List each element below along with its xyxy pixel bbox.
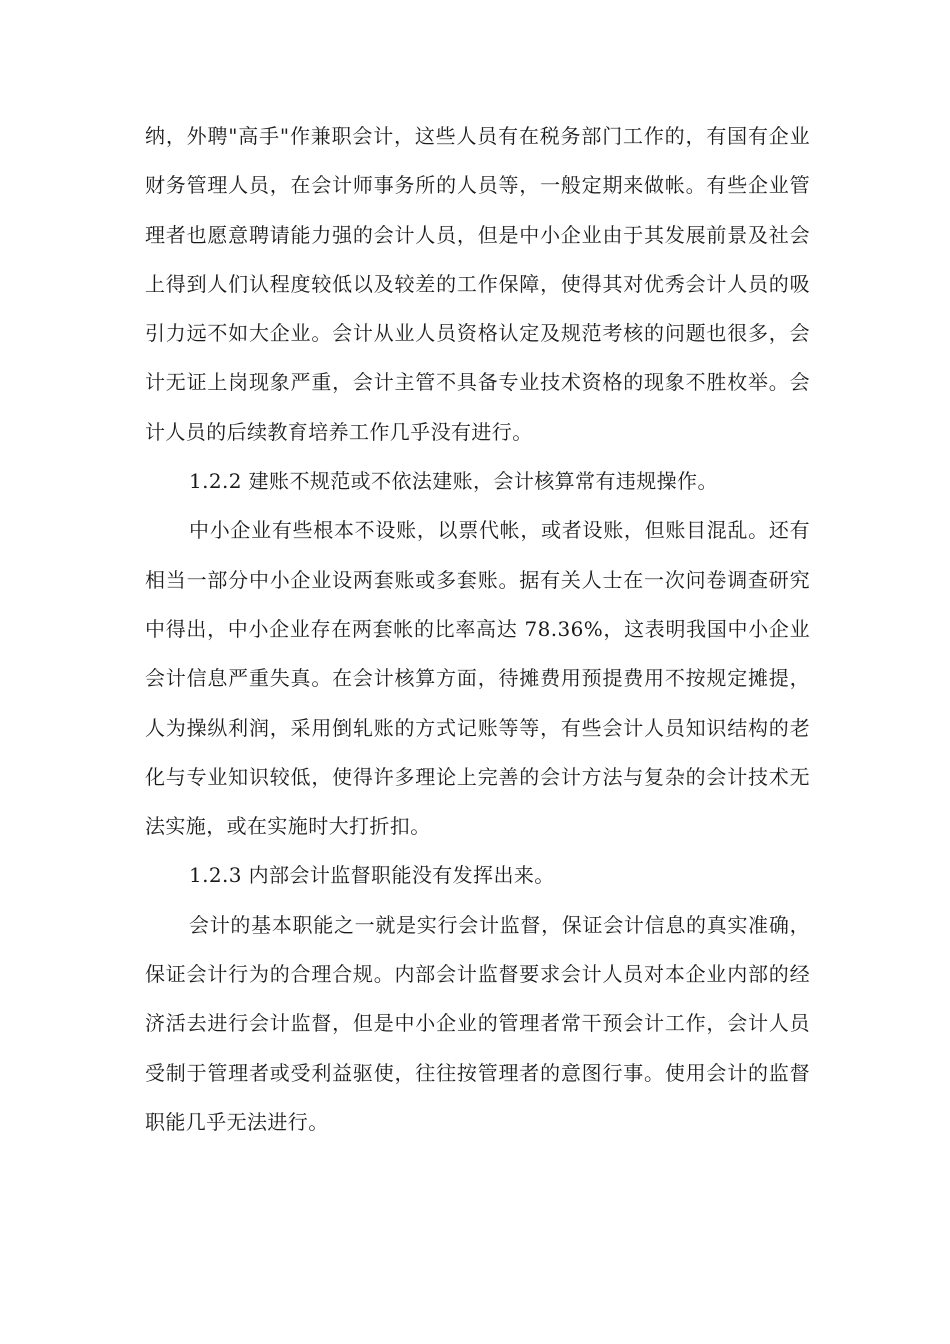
paragraph-supervision: 会计的基本职能之一就是实行会计监督，保证会计信息的真实准确，保证会计行为的合理合规。内部会计监督要求会计人员对本企业内部的经济活去进行会计监督，但是中小企业的管理者常干预会计工作，会计人员受制于管理者或受利益驱使，往往按管理者的意图行事。使用会计的监督职能几乎无法进行。 (145, 912, 810, 1134)
section-heading-1-2-3: 1.2.3 内部会计监督职能没有发挥出来。 (189, 863, 555, 888)
section-heading-1-2-2: 1.2.2 建账不规范或不依法建账，会计核算常有违规操作。 (189, 469, 718, 494)
paragraph-bookkeeping: 中小企业有些根本不设账，以票代帐，或者设账，但账目混乱。还有相当一部分中小企业设两套账或多套账。据有关人士在一次问卷调查研究中得出，中小企业存在两套帐的比率高达 78.36%，这表明我国中小企业会计信息严重失真。在会计核算方面，待摊费用预提费用不按规定摊提，人为操纵利润，采用倒轧账的方式记账等等，有些会计人员知识结构的老化与专业知识较低，使得许多理论上完善的会计方法与复杂的会计技术无法实施，或在实施时大打折扣。 (145, 518, 810, 839)
paragraph-continuation: 纳，外聘"高手"作兼职会计，这些人员有在税务部门工作的，有国有企业财务管理人员，在会计师事务所的人员等，一般定期来做帐。有些企业管理者也愿意聘请能力强的会计人员，但是中小企业由于其发展前景及社会上得到人们认程度较低以及较差的工作保障，使得其对优秀会计人员的吸引力远不如大企业。会计从业人员资格认定及规范考核的问题也很多，会计无证上岗现象严重，会计主管不具备专业技术资格的现象不胜枚举。会计人员的后续教育培养工作几乎没有进行。 (145, 124, 810, 444)
document-body (145, 112, 810, 1147)
